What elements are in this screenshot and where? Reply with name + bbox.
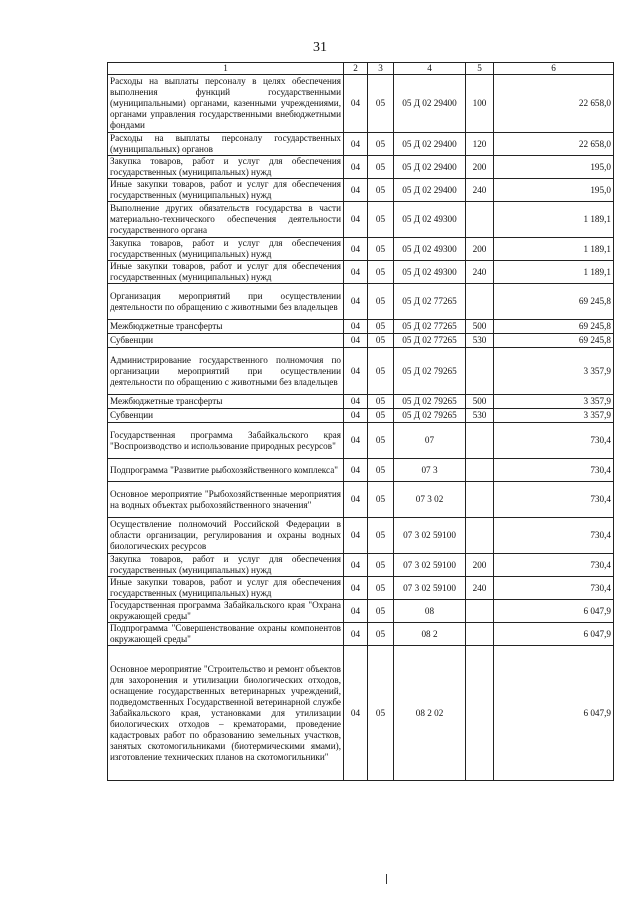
- row-name-cell: Подпрограмма "Совершенствование охраны компонентов окружающей среды": [108, 623, 344, 646]
- amount-cell: 3 357,9: [494, 348, 614, 395]
- subsection-code-cell: 05: [368, 554, 394, 577]
- table-row: [108, 179, 614, 202]
- expense-type-cell: [466, 600, 494, 623]
- target-article-cell: 05 Д 02 49300: [394, 238, 466, 261]
- subsection-code-cell: 05: [368, 623, 394, 646]
- target-article-cell: 05 Д 02 79265: [394, 395, 466, 409]
- row-name-cell: Межбюджетные трансферты: [108, 320, 344, 334]
- target-article-cell: 05 Д 02 49300: [394, 261, 466, 284]
- row-name-cell: Государственная программа Забайкальского края "Воспроизводство и использование природных ресурсов": [108, 423, 344, 459]
- target-article-cell: 07 3: [394, 459, 466, 482]
- subsection-code-cell: 05: [368, 75, 394, 133]
- amount-cell: 1 189,1: [494, 202, 614, 238]
- expense-type-cell: [466, 459, 494, 482]
- table-row: [108, 320, 614, 334]
- expense-type-cell: [466, 482, 494, 518]
- table-row: [108, 348, 614, 395]
- column-header: 5: [466, 63, 494, 75]
- expense-type-cell: [466, 423, 494, 459]
- target-article-cell: 05 Д 02 77265: [394, 284, 466, 320]
- amount-cell: 730,4: [494, 577, 614, 600]
- section-code-cell: 04: [344, 202, 368, 238]
- subsection-code-cell: 05: [368, 423, 394, 459]
- expense-type-cell: [466, 348, 494, 395]
- column-header: 3: [368, 63, 394, 75]
- table-row: [108, 334, 614, 348]
- row-name-cell: Государственная программа Забайкальского края "Охрана окружающей среды": [108, 600, 344, 623]
- expense-type-cell: [466, 518, 494, 554]
- section-code-cell: 04: [344, 423, 368, 459]
- section-code-cell: 04: [344, 261, 368, 284]
- subsection-code-cell: 05: [368, 261, 394, 284]
- section-code-cell: 04: [344, 284, 368, 320]
- target-article-cell: 05 Д 02 49300: [394, 202, 466, 238]
- amount-cell: 730,4: [494, 482, 614, 518]
- budget-table: [107, 62, 614, 781]
- expense-type-cell: 500: [466, 395, 494, 409]
- expense-type-cell: [466, 284, 494, 320]
- target-article-cell: 08 2: [394, 623, 466, 646]
- subsection-code-cell: 05: [368, 518, 394, 554]
- column-header: 6: [494, 63, 614, 75]
- amount-cell: 1 189,1: [494, 261, 614, 284]
- expense-type-cell: 500: [466, 320, 494, 334]
- section-code-cell: 04: [344, 348, 368, 395]
- table-row: [108, 156, 614, 179]
- section-code-cell: 04: [344, 320, 368, 334]
- expense-type-cell: [466, 202, 494, 238]
- row-name-cell: Подпрограмма "Развитие рыбохозяйственного комплекса": [108, 459, 344, 482]
- amount-cell: 730,4: [494, 518, 614, 554]
- table-row: [108, 600, 614, 623]
- amount-cell: 730,4: [494, 459, 614, 482]
- amount-cell: 6 047,9: [494, 623, 614, 646]
- row-name-cell: Основное мероприятие "Строительство и ремонт объектов для захоронения и утилизации биологических отходов, оснащение государственных ветеринарных учреждений, подведомственных Государственной ветеринарной службе Забайкальского края, установками для утилизации биологических отходов – крематорами, проведение кадастровых работ по образованию земельных участков, занятых скотомогильниками (биотермическими ямами), изготовление технических планов на скотомогильники": [108, 646, 344, 781]
- row-name-cell: Выполнение других обязательств государства в части материально-технического обеспечения деятельности государственного органа: [108, 202, 344, 238]
- amount-cell: 195,0: [494, 156, 614, 179]
- table-row: [108, 423, 614, 459]
- subsection-code-cell: 05: [368, 348, 394, 395]
- target-article-cell: 05 Д 02 77265: [394, 320, 466, 334]
- column-header: 1: [108, 63, 344, 75]
- table-row: [108, 482, 614, 518]
- amount-cell: 730,4: [494, 423, 614, 459]
- amount-cell: 195,0: [494, 179, 614, 202]
- target-article-cell: 05 Д 02 77265: [394, 334, 466, 348]
- table-row: [108, 554, 614, 577]
- target-article-cell: 05 Д 02 29400: [394, 156, 466, 179]
- section-code-cell: 04: [344, 409, 368, 423]
- expense-type-cell: [466, 646, 494, 781]
- amount-cell: 6 047,9: [494, 600, 614, 623]
- section-code-cell: 04: [344, 238, 368, 261]
- section-code-cell: 04: [344, 133, 368, 156]
- table-row: [108, 261, 614, 284]
- target-article-cell: 05 Д 02 29400: [394, 179, 466, 202]
- expense-type-cell: 100: [466, 75, 494, 133]
- section-code-cell: 04: [344, 623, 368, 646]
- subsection-code-cell: 05: [368, 334, 394, 348]
- amount-cell: 730,4: [494, 554, 614, 577]
- column-header: 4: [394, 63, 466, 75]
- section-code-cell: 04: [344, 179, 368, 202]
- expense-type-cell: 240: [466, 179, 494, 202]
- table-row: [108, 518, 614, 554]
- table-header-row: [108, 63, 614, 75]
- row-name-cell: Расходы на выплаты персоналу государственных (муниципальных) органов: [108, 133, 344, 156]
- target-article-cell: 07 3 02: [394, 482, 466, 518]
- table-row: [108, 75, 614, 133]
- subsection-code-cell: 05: [368, 600, 394, 623]
- subsection-code-cell: 05: [368, 459, 394, 482]
- subsection-code-cell: 05: [368, 409, 394, 423]
- expense-type-cell: 200: [466, 238, 494, 261]
- page-mark: [386, 874, 387, 884]
- section-code-cell: 04: [344, 646, 368, 781]
- section-code-cell: 04: [344, 554, 368, 577]
- subsection-code-cell: 05: [368, 133, 394, 156]
- section-code-cell: 04: [344, 334, 368, 348]
- table-row: [108, 202, 614, 238]
- subsection-code-cell: 05: [368, 202, 394, 238]
- row-name-cell: Организация мероприятий при осуществлении деятельности по обращению с животными без владельцев: [108, 284, 344, 320]
- section-code-cell: 04: [344, 577, 368, 600]
- target-article-cell: 05 Д 02 79265: [394, 409, 466, 423]
- row-name-cell: Субвенции: [108, 334, 344, 348]
- subsection-code-cell: 05: [368, 577, 394, 600]
- section-code-cell: 04: [344, 395, 368, 409]
- column-header: 2: [344, 63, 368, 75]
- table-body: [108, 75, 614, 781]
- table-row: [108, 459, 614, 482]
- section-code-cell: 04: [344, 75, 368, 133]
- table-row: [108, 409, 614, 423]
- amount-cell: 22 658,0: [494, 133, 614, 156]
- expense-type-cell: 530: [466, 409, 494, 423]
- amount-cell: 69 245,8: [494, 284, 614, 320]
- table-row: [108, 646, 614, 781]
- row-name-cell: Закупка товаров, работ и услуг для обеспечения государственных (муниципальных) нужд: [108, 238, 344, 261]
- amount-cell: 6 047,9: [494, 646, 614, 781]
- expense-type-cell: 240: [466, 577, 494, 600]
- target-article-cell: 08: [394, 600, 466, 623]
- table-row: [108, 284, 614, 320]
- row-name-cell: Межбюджетные трансферты: [108, 395, 344, 409]
- amount-cell: 3 357,9: [494, 395, 614, 409]
- row-name-cell: Иные закупки товаров, работ и услуг для обеспечения государственных (муниципальных) нужд: [108, 577, 344, 600]
- subsection-code-cell: 05: [368, 395, 394, 409]
- section-code-cell: 04: [344, 482, 368, 518]
- expense-type-cell: [466, 623, 494, 646]
- row-name-cell: Иные закупки товаров, работ и услуг для обеспечения государственных (муниципальных) нужд: [108, 261, 344, 284]
- target-article-cell: 05 Д 02 29400: [394, 75, 466, 133]
- row-name-cell: Расходы на выплаты персоналу в целях обеспечения выполнения функций государственными (муниципальными) органами, казенными учреждениями, органами управления государственными внебюджетными фондами: [108, 75, 344, 133]
- expense-type-cell: 200: [466, 156, 494, 179]
- target-article-cell: 07: [394, 423, 466, 459]
- row-name-cell: Иные закупки товаров, работ и услуг для обеспечения государственных (муниципальных) нужд: [108, 179, 344, 202]
- target-article-cell: 07 3 02 59100: [394, 554, 466, 577]
- subsection-code-cell: 05: [368, 482, 394, 518]
- expense-type-cell: 240: [466, 261, 494, 284]
- expense-type-cell: 120: [466, 133, 494, 156]
- table-row: [108, 623, 614, 646]
- table-row: [108, 238, 614, 261]
- subsection-code-cell: 05: [368, 238, 394, 261]
- subsection-code-cell: 05: [368, 646, 394, 781]
- row-name-cell: Осуществление полномочий Российской Федерации в области организации, регулирования и охраны водных биологических ресурсов: [108, 518, 344, 554]
- table-row: [108, 133, 614, 156]
- subsection-code-cell: 05: [368, 179, 394, 202]
- row-name-cell: Закупка товаров, работ и услуг для обеспечения государственных (муниципальных) нужд: [108, 156, 344, 179]
- subsection-code-cell: 05: [368, 320, 394, 334]
- row-name-cell: Субвенции: [108, 409, 344, 423]
- section-code-cell: 04: [344, 459, 368, 482]
- target-article-cell: 07 3 02 59100: [394, 577, 466, 600]
- amount-cell: 69 245,8: [494, 320, 614, 334]
- amount-cell: 69 245,8: [494, 334, 614, 348]
- section-code-cell: 04: [344, 518, 368, 554]
- row-name-cell: Администрирование государственного полномочия по организации мероприятий при осуществлении деятельности по обращению с животными без владельцев: [108, 348, 344, 395]
- table-row: [108, 395, 614, 409]
- target-article-cell: 07 3 02 59100: [394, 518, 466, 554]
- target-article-cell: 08 2 02: [394, 646, 466, 781]
- subsection-code-cell: 05: [368, 284, 394, 320]
- row-name-cell: Основное мероприятие "Рыбохозяйственные мероприятия на водных объектах рыбохозяйственного значения": [108, 482, 344, 518]
- expense-type-cell: 200: [466, 554, 494, 577]
- amount-cell: 1 189,1: [494, 238, 614, 261]
- section-code-cell: 04: [344, 156, 368, 179]
- target-article-cell: 05 Д 02 79265: [394, 348, 466, 395]
- subsection-code-cell: 05: [368, 156, 394, 179]
- row-name-cell: Закупка товаров, работ и услуг для обеспечения государственных (муниципальных) нужд: [108, 554, 344, 577]
- amount-cell: 3 357,9: [494, 409, 614, 423]
- section-code-cell: 04: [344, 600, 368, 623]
- table-row: [108, 577, 614, 600]
- page-number: 31: [313, 40, 327, 55]
- expense-type-cell: 530: [466, 334, 494, 348]
- amount-cell: 22 658,0: [494, 75, 614, 133]
- target-article-cell: 05 Д 02 29400: [394, 133, 466, 156]
